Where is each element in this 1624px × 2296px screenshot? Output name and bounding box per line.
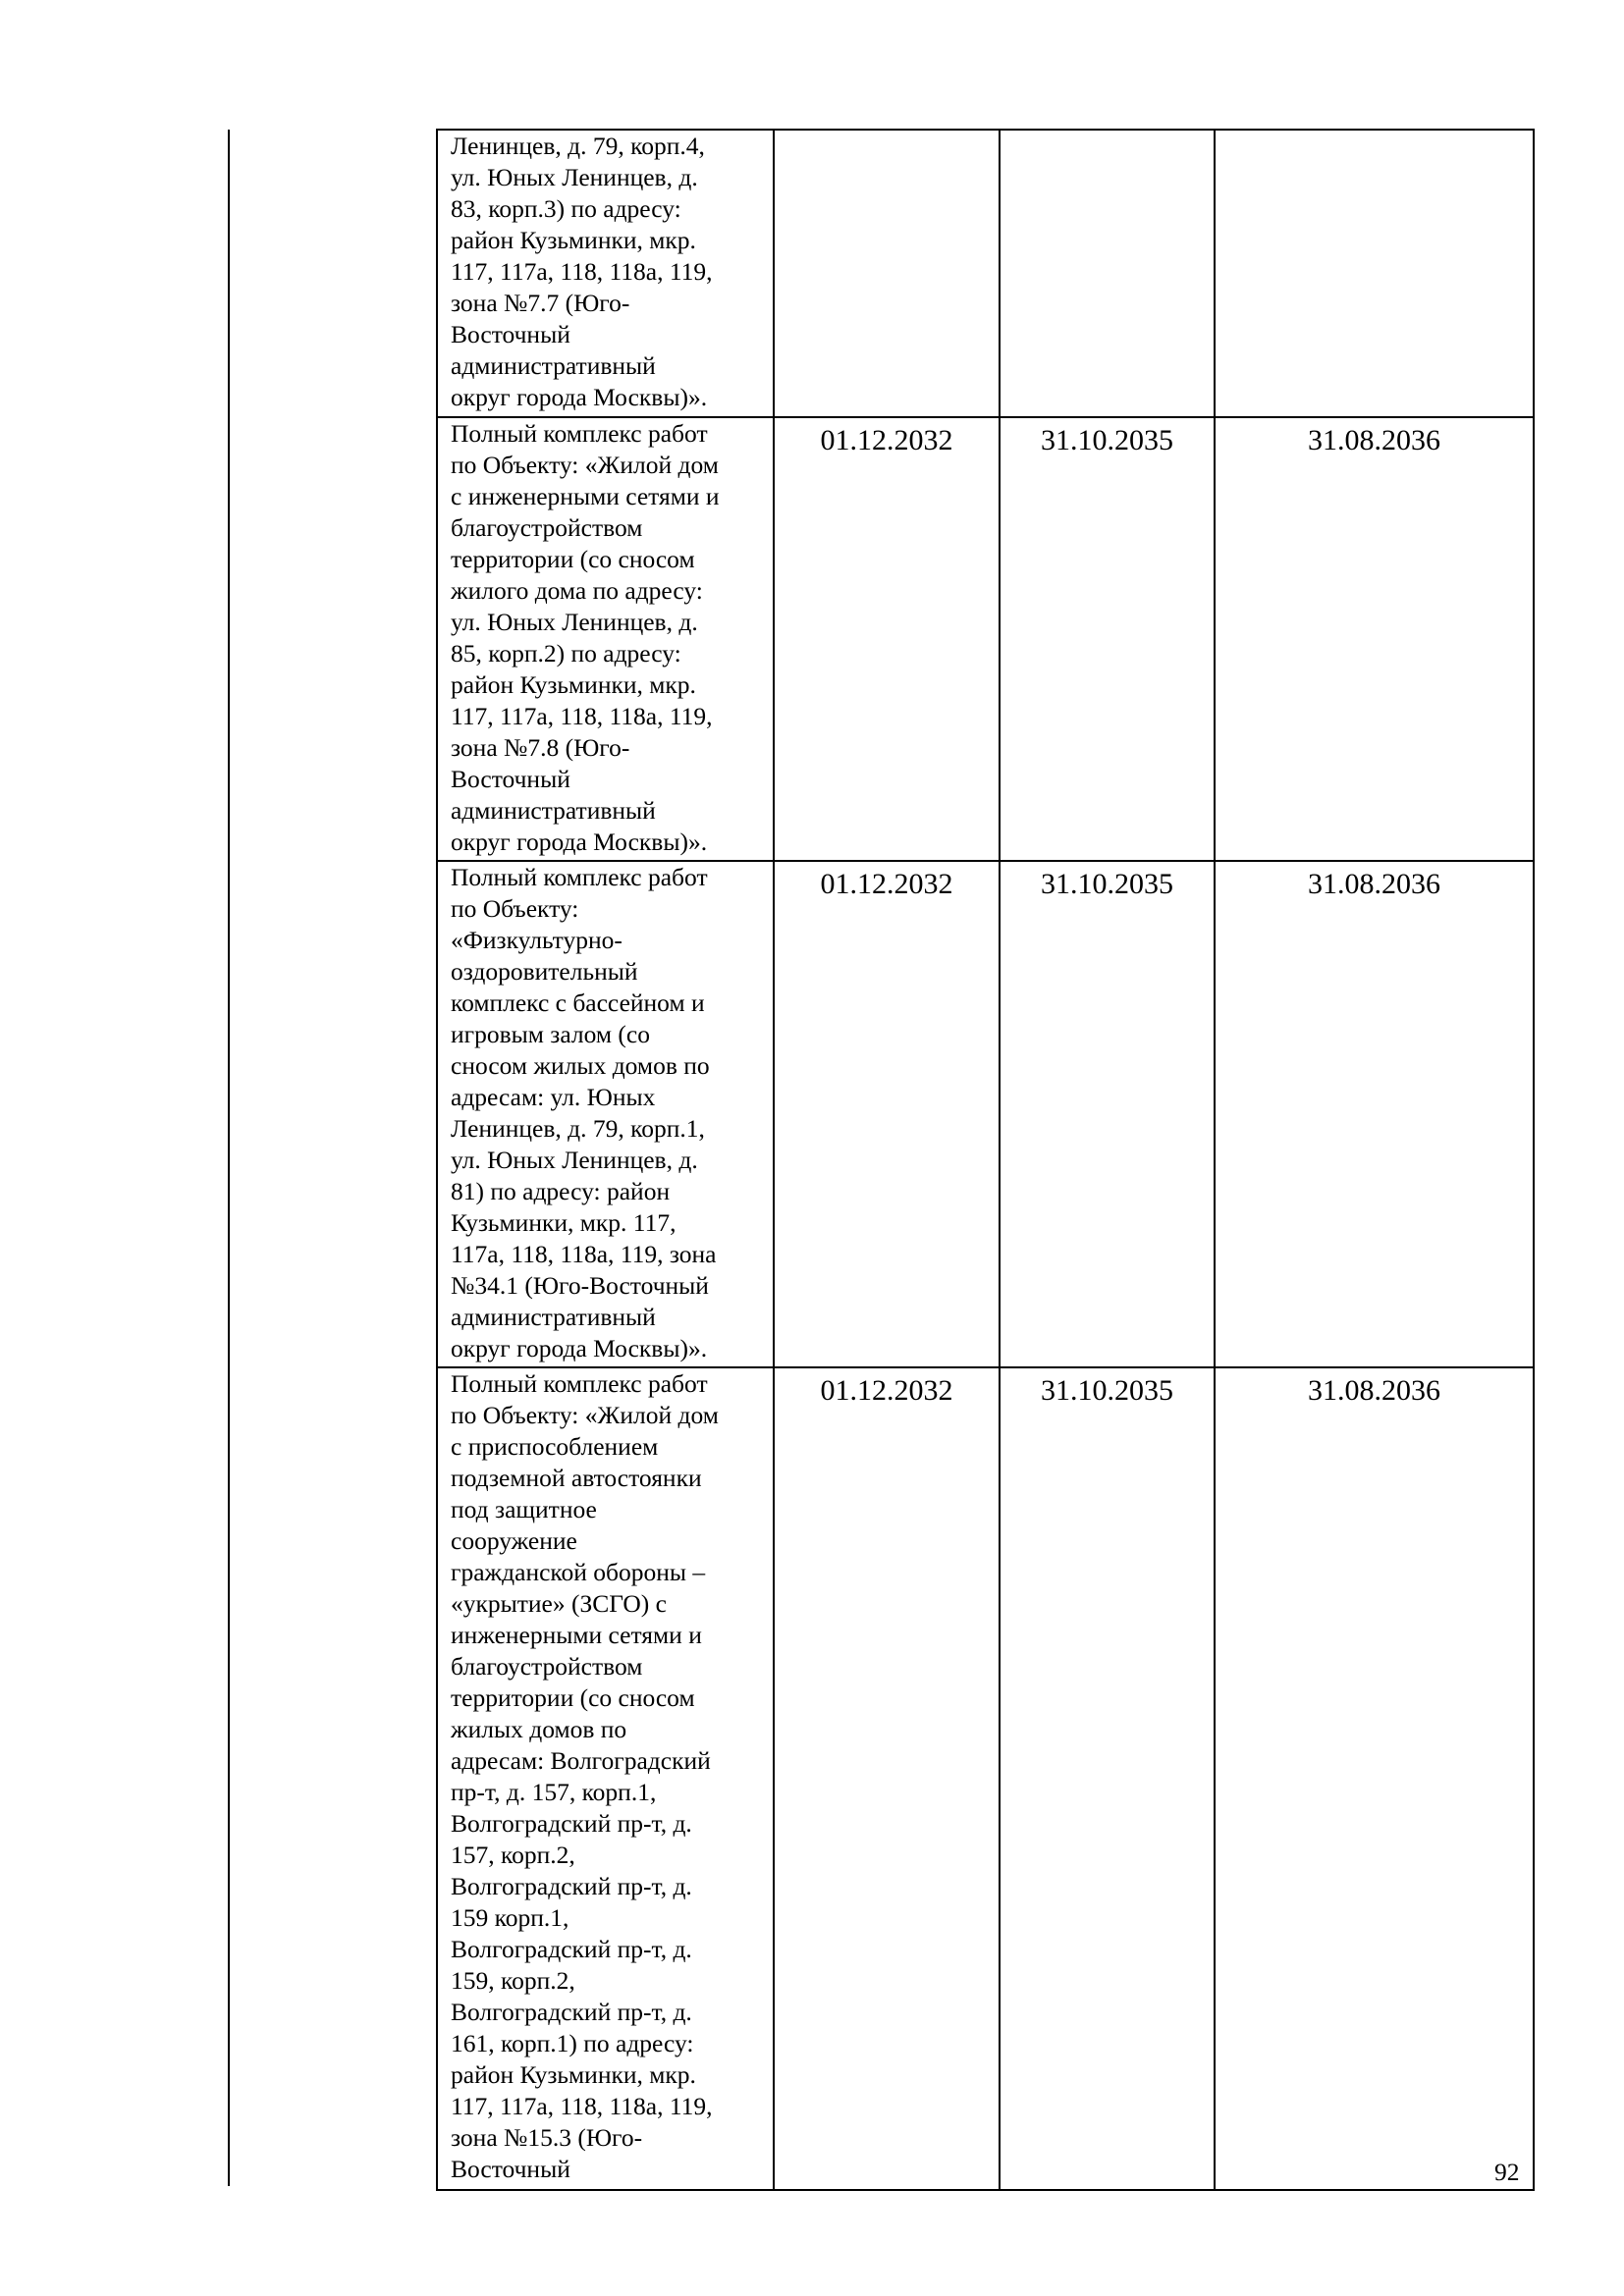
table-row — [437, 861, 1534, 1367]
description-line: 117, 117а, 118, 118а, 119, — [451, 257, 713, 286]
description-line: пр-т, д. 157, корп.1, — [451, 1778, 657, 1806]
description-line: ул. Юных Ленинцев, д. — [451, 608, 698, 636]
object-description-cell — [437, 1367, 774, 2190]
description-line: Волгоградский пр-т, д. — [451, 1872, 692, 1900]
description-line: «Физкультурно- — [451, 926, 623, 954]
description-line: 161, корп.1) по адресу: — [451, 2029, 694, 2057]
description-line: Полный комплекс работ — [451, 419, 708, 448]
description-line: №34.1 (Юго-Восточный — [451, 1271, 709, 1300]
description-line: округ города Москвы)». — [451, 828, 708, 856]
description-line: Восточный — [451, 765, 570, 793]
description-line: административный — [451, 796, 656, 825]
description-line: комплекс с бассейном и — [451, 988, 705, 1017]
page-number: 92 — [1494, 2158, 1520, 2186]
deadline-date-cell: 31.08.2036 — [1215, 861, 1534, 1367]
description-line: административный — [451, 1303, 656, 1331]
object-description-cell — [437, 417, 774, 861]
description-line: 117а, 118, 118а, 119, зона — [451, 1240, 717, 1268]
description-line: Ленинцев, д. 79, корп.4, — [451, 132, 705, 160]
description-line: Волгоградский пр-т, д. — [451, 1935, 692, 1963]
description-line: сносом жилых домов по — [451, 1051, 710, 1080]
description-line: ул. Юных Ленинцев, д. — [451, 163, 698, 191]
end-date-cell: 31.10.2035 — [1000, 417, 1215, 861]
description-line: округ города Москвы)». — [451, 383, 708, 411]
description-line: территории (со сносом — [451, 545, 695, 573]
description-line: зона №7.7 (Юго- — [451, 289, 630, 317]
description-line: 117, 117а, 118, 118а, 119, — [451, 2092, 713, 2120]
description-line: 117, 117а, 118, 118а, 119, — [451, 702, 713, 730]
schedule-table — [436, 129, 1535, 2191]
table-row — [437, 417, 1534, 861]
description-line: жилых домов по — [451, 1715, 627, 1743]
description-line: игровым залом (со — [451, 1020, 650, 1048]
description-line: 85, корп.2) по адресу: — [451, 639, 681, 667]
description-line: Волгоградский пр-т, д. — [451, 1809, 692, 1838]
description-line: 157, корп.2, — [451, 1841, 575, 1869]
end-date-cell — [1000, 130, 1215, 417]
description-line: зона №7.8 (Юго- — [451, 733, 630, 762]
description-line: подземной автостоянки — [451, 1464, 702, 1492]
start-date-cell: 01.12.2032 — [774, 1367, 1000, 2190]
description-line: по Объекту: — [451, 894, 579, 923]
description-line: оздоровительный — [451, 957, 638, 986]
description-line: по Объекту: «Жилой дом — [451, 1401, 719, 1429]
description-line: территории (со сносом — [451, 1683, 695, 1712]
deadline-date-cell: 31.08.2036 — [1215, 417, 1534, 861]
description-line: благоустройством — [451, 513, 643, 542]
deadline-date-cell — [1215, 130, 1534, 417]
table-row — [437, 130, 1534, 417]
description-line: зона №15.3 (Юго- — [451, 2123, 643, 2152]
description-line: Волгоградский пр-т, д. — [451, 1998, 692, 2026]
description-line: жилого дома по адресу: — [451, 576, 703, 605]
end-date-cell: 31.10.2035 — [1000, 1367, 1215, 2190]
description-line: административный — [451, 351, 656, 380]
left-margin-rule — [228, 130, 230, 2186]
description-line: с инженерными сетями и — [451, 482, 720, 510]
description-line: инженерными сетями и — [451, 1621, 702, 1649]
description-line: район Кузьминки, мкр. — [451, 226, 696, 254]
start-date-cell — [774, 130, 1000, 417]
description-line: 159, корп.2, — [451, 1966, 575, 1995]
object-description-cell — [437, 861, 774, 1367]
description-line: благоустройством — [451, 1652, 643, 1681]
description-line: 81) по адресу: район — [451, 1177, 671, 1205]
description-line: округ города Москвы)». — [451, 1334, 708, 1362]
description-line: ул. Юных Ленинцев, д. — [451, 1146, 698, 1174]
object-description-cell — [437, 130, 774, 417]
start-date-cell: 01.12.2032 — [774, 861, 1000, 1367]
description-line: «укрытие» (ЗСГО) с — [451, 1589, 667, 1618]
deadline-date-cell: 31.08.2036 — [1215, 1367, 1534, 2190]
description-line: под защитное — [451, 1495, 597, 1523]
description-line: Полный комплекс работ — [451, 863, 708, 891]
table-row — [437, 1367, 1534, 2190]
description-line: 83, корп.3) по адресу: — [451, 194, 681, 223]
description-line: Ленинцев, д. 79, корп.1, — [451, 1114, 705, 1143]
end-date-cell: 31.10.2035 — [1000, 861, 1215, 1367]
description-line: 159 корп.1, — [451, 1903, 569, 1932]
description-line: Полный комплекс работ — [451, 1369, 708, 1398]
description-line: гражданской обороны – — [451, 1558, 706, 1586]
description-line: по Объекту: «Жилой дом — [451, 451, 719, 479]
start-date-cell: 01.12.2032 — [774, 417, 1000, 861]
description-line: Восточный — [451, 320, 570, 348]
description-line: адресам: ул. Юных — [451, 1083, 656, 1111]
description-line: сооружение — [451, 1526, 577, 1555]
description-line: район Кузьминки, мкр. — [451, 670, 696, 699]
description-line: Кузьминки, мкр. 117, — [451, 1208, 677, 1237]
description-line: адресам: Волгоградский — [451, 1746, 711, 1775]
description-line: район Кузьминки, мкр. — [451, 2060, 696, 2089]
description-line: Восточный — [451, 2155, 570, 2183]
description-line: с приспособлением — [451, 1432, 659, 1461]
